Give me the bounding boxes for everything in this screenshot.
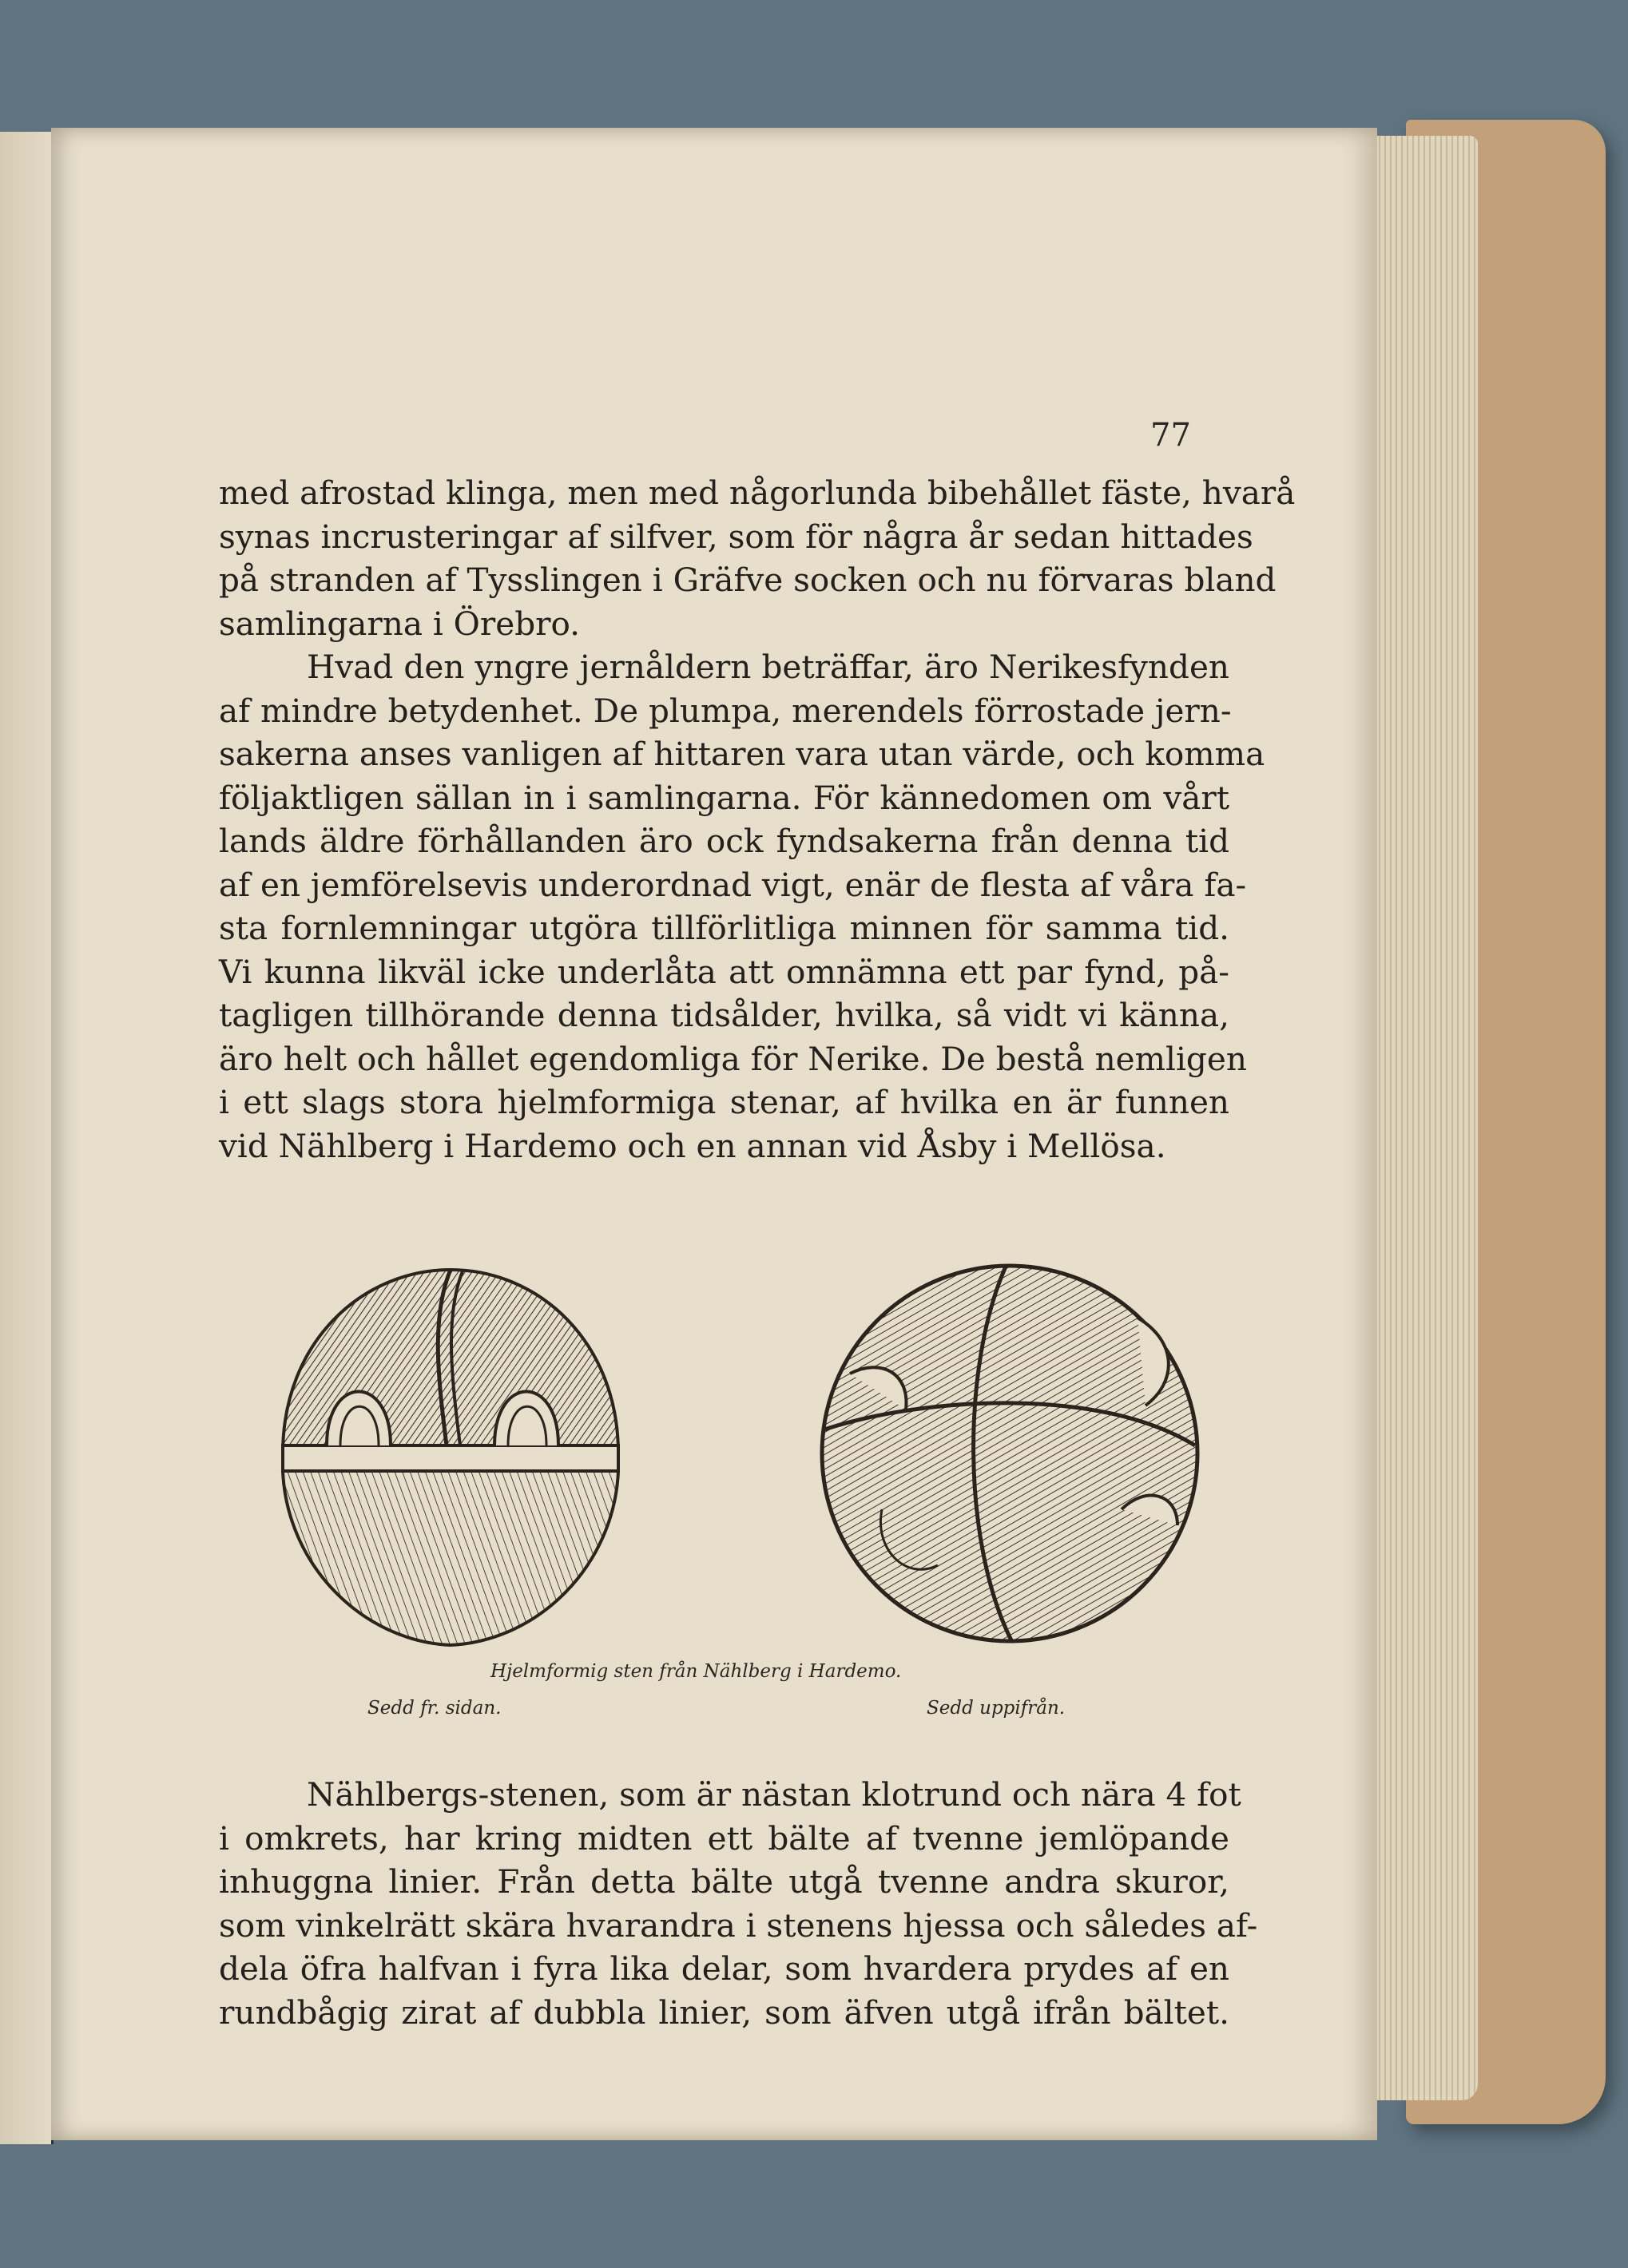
text-line: i ett slags stora hjelmformiga stenar, af hvilka en är funnen bbox=[219, 1083, 1229, 1121]
text-line: i omkrets, har kring midten ett bälte af tvenne jemlöpande bbox=[219, 1818, 1229, 1858]
figure-label-top: Sedd uppifrån. bbox=[927, 1698, 1066, 1719]
text-line: sakerna anses vanligen af hittaren vara utan värde, och komma bbox=[219, 735, 1265, 773]
stone-side-view bbox=[251, 1246, 650, 1661]
text-line: lands äldre förhållanden äro ock fyndsakerna från denna tid bbox=[219, 822, 1229, 860]
figure-label-side: Sedd fr. sidan. bbox=[367, 1698, 502, 1719]
book-page bbox=[51, 128, 1377, 2140]
text-line: af en jemförelsevis underordnad vigt, enär de flesta af våra fa- bbox=[219, 865, 1247, 904]
text-line: äro helt och hållet egendomliga för Nerike. De bestå nemligen bbox=[219, 1039, 1247, 1078]
text-line: dela öfra halfvan i fyra lika delar, som hvardera prydes af en bbox=[219, 1949, 1229, 1988]
text-line: synas incrusteringar af silfver, som för några år sedan hittades bbox=[219, 517, 1253, 556]
text-line: på stranden af Tysslingen i Gräfve socken och nu förvaras bland bbox=[219, 561, 1277, 599]
text-line: rundbågig zirat af dubbla linier, som äfven utgå ifrån bältet. bbox=[219, 1992, 1229, 2032]
text-line: samlingarna i Örebro. bbox=[219, 604, 581, 643]
stone-top-view bbox=[802, 1246, 1217, 1661]
top-paragraphs bbox=[219, 471, 1296, 1168]
text-line: med afrostad klinga, men med någorlunda bibehållet fäste, hvarå bbox=[219, 474, 1296, 512]
text-line: vid Nählberg i Hardemo och en annan vid Åsby i Mellösa. bbox=[219, 1126, 1166, 1165]
page-number: 77 bbox=[1150, 417, 1191, 454]
bottom-paragraph bbox=[219, 1773, 1258, 2034]
figure-captions bbox=[219, 1661, 1229, 1733]
text-line: tagligen tillhörande denna tidsålder, hvilka, så vidt vi känna, bbox=[219, 996, 1229, 1034]
text-line: som vinkelrätt skära hvarandra i stenens hjessa och således af- bbox=[219, 1905, 1258, 1945]
text-line: inhuggna linier. Från detta bälte utgå tvenne andra skuror, bbox=[219, 1862, 1229, 1901]
figure-caption: Hjelmformig sten från Nählberg i Hardemo. bbox=[490, 1661, 902, 1682]
text-line: Hvad den yngre jernåldern beträffar, äro Nerikesfynden bbox=[307, 648, 1229, 686]
text-line: Vi kunna likväl icke underlåta att omnämna ett par fynd, på- bbox=[219, 952, 1229, 991]
text-line: af mindre betydenhet. De plumpa, merendels förrostade jern- bbox=[219, 691, 1232, 730]
text-line: sta fornlemningar utgöra tillförlitliga minnen för samma tid. bbox=[219, 909, 1229, 947]
text-line: följaktligen sällan in i samlingarna. För kännedomen om vårt bbox=[219, 778, 1229, 817]
left-page-edge bbox=[0, 132, 54, 2144]
stone-illustration bbox=[251, 1246, 1249, 1693]
text-line: Nählbergs-stenen, som är nästan klotrund och nära 4 fot bbox=[307, 1775, 1241, 1814]
